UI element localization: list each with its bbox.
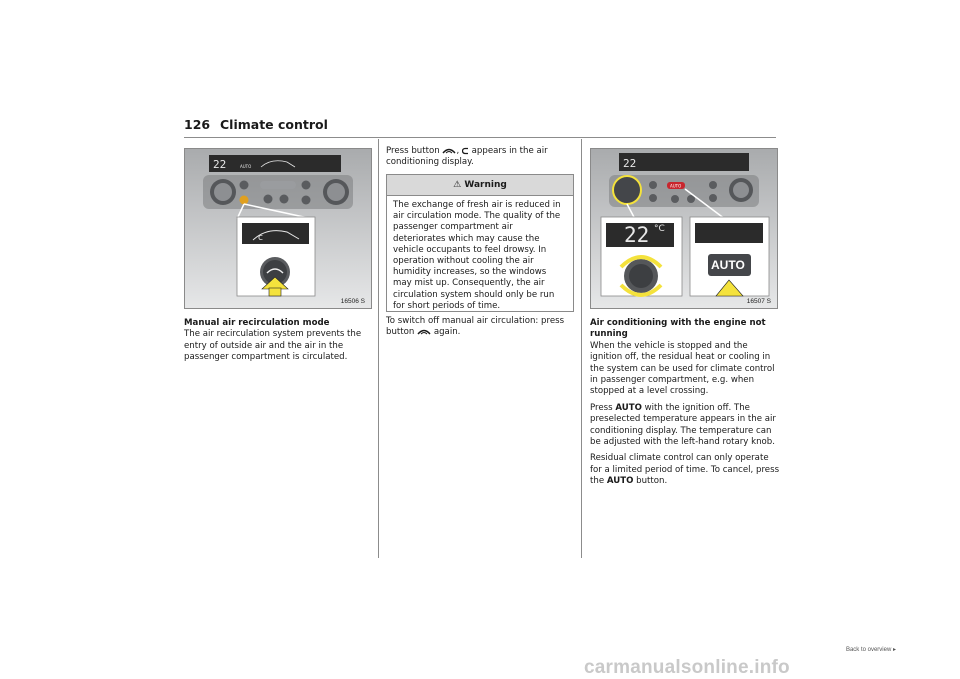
svg-text:AUTO: AUTO (240, 164, 252, 169)
climate-panel-illustration (185, 149, 371, 308)
arrow-right-icon: ▸ (892, 647, 896, 653)
text-fragment: , (456, 146, 460, 156)
figure-recirculation (184, 148, 372, 309)
section-heading: Manual air recirculation mode (184, 318, 330, 328)
page-number: 126 (184, 117, 211, 132)
recirculation-icon (442, 147, 456, 155)
column-divider (378, 139, 379, 558)
recirculation-icon (417, 328, 431, 336)
warning-body: The exchange of fresh air is reduced in air circulation mode. The quality of the passenger compartment air deteriorates which may cause the vehicle occupants to feel drowsy. In operation without cooling the air humidity increases, so the windows may mist up. Consequently, the air circulation system should only be run for short periods of time. (393, 200, 561, 311)
section-engine-off (590, 318, 780, 493)
header-divider (184, 137, 776, 138)
figure-auto (590, 148, 778, 309)
text-fragment: again. (433, 327, 461, 338)
text-fragment: appears in the air conditioning display. (386, 146, 548, 168)
figure-number: 16506 S (340, 298, 365, 305)
paragraph: When the vehicle is stopped and the ignition off, the residual heat or cooling in the system can be used for climate control in passenger compartment, e.g. when stopped at a level crossing. (590, 340, 775, 397)
back-to-overview-link[interactable] (846, 646, 896, 653)
watermark: carmanualsonline.info (584, 657, 790, 678)
column-divider (581, 139, 582, 558)
text-fragment: Press (590, 402, 613, 413)
paragraph (590, 453, 780, 487)
svg-text:AUTO: AUTO (670, 183, 682, 189)
section-recirculation (184, 318, 370, 364)
warning-title: Warning (464, 180, 507, 190)
svg-text:22: 22 (213, 158, 227, 171)
figure-number: 16507 S (746, 298, 771, 305)
warning-header (387, 175, 573, 196)
auto-button-label: AUTO (711, 258, 745, 272)
back-link-label: Back to overview (845, 647, 892, 653)
svg-text:c: c (258, 233, 263, 243)
text-fragment: with the ignition off. The preselected temperature appears in the air conditioning display. The temperature can be adjusted with the left-hand rotary knob. (590, 402, 776, 448)
page-title: Climate control (220, 117, 328, 132)
display-unit: °C (654, 224, 665, 234)
text-fragment: Residual climate control can only operate for a limited period of time. To cancel, press the (590, 453, 780, 487)
paragraph: The air recirculation system prevents the entry of outside air and the air in the passenger compartment is circulated. (184, 329, 362, 363)
svg-text:22: 22 (623, 157, 637, 170)
text-fragment: To switch off manual air circulation: press button (386, 316, 565, 338)
auto-keyword: AUTO (606, 476, 634, 487)
paragraph (590, 403, 780, 449)
auto-keyword: AUTO (615, 402, 642, 413)
warning-icon: ⚠ (453, 180, 462, 190)
section-heading: Air conditioning with the engine not running (590, 318, 766, 340)
auto-panel-illustration (591, 149, 777, 308)
warning-box (386, 174, 574, 312)
switch-off-text (386, 316, 576, 339)
press-button-text (386, 146, 576, 169)
text-fragment: button. (636, 476, 668, 487)
recirculation-symbol-icon (462, 147, 469, 155)
text-fragment: Press button (386, 146, 440, 156)
display-temperature: 22 (624, 223, 650, 247)
